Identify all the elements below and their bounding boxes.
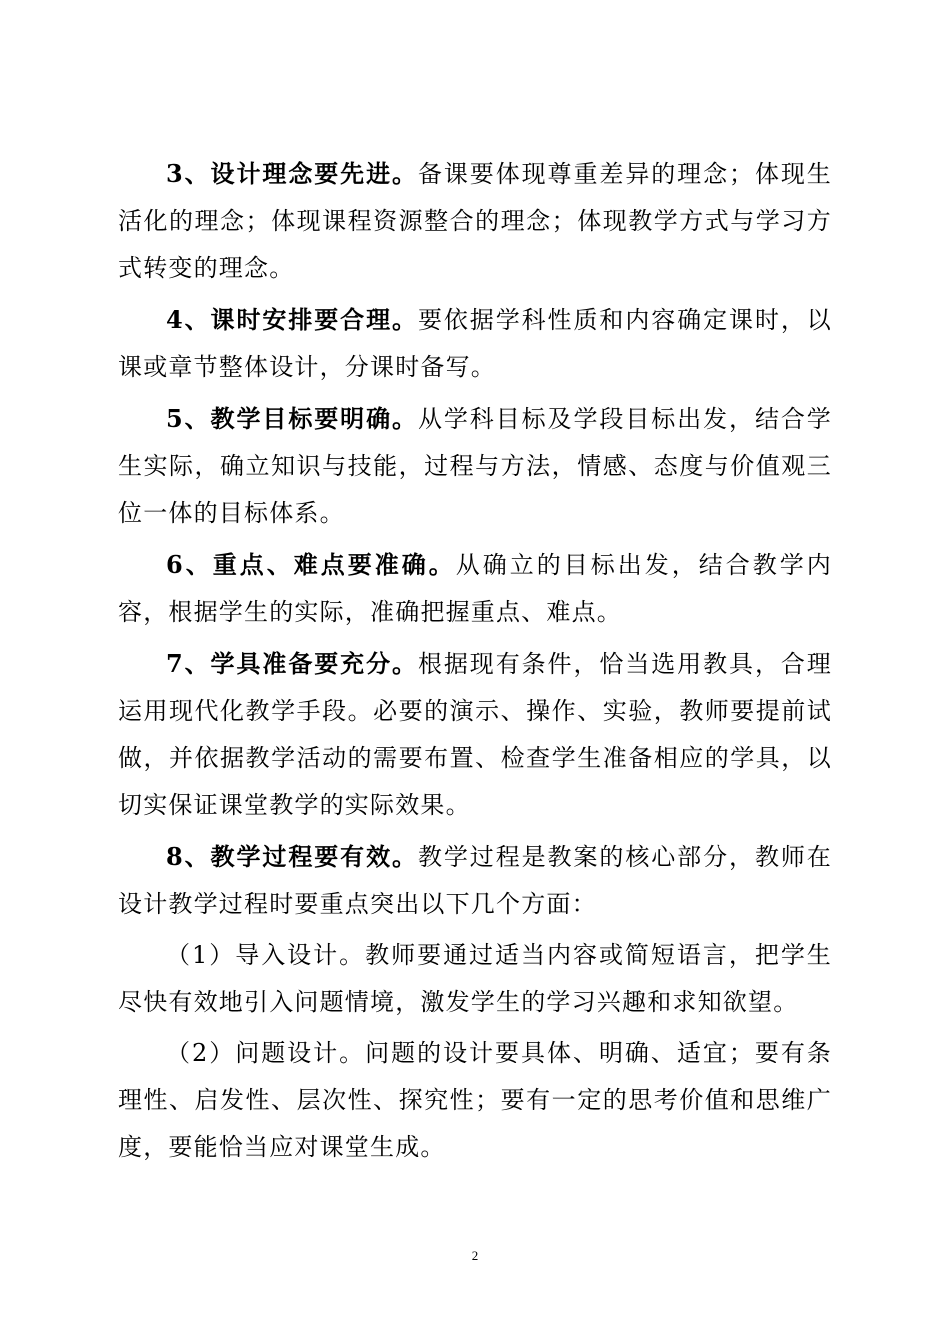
paragraph-text: 从学科目标及学段目标出发，结合学生实际，确立知识与技能，过程与方法，情感、态度与价值观三位一体的目标体系。 <box>118 405 832 527</box>
paragraph-heading: 7、学具准备要充分。 <box>166 649 418 678</box>
paragraph-4-class-hours <box>118 296 832 391</box>
paragraph-text: 根据现有条件，恰当选用教具，合理运用现代化教学手段。必要的演示、操作、实验，教师要提前试做，并依据教学活动的需要布置、检查学生准备相应的学具，以切实保证课堂教学的实际效果。 <box>118 650 832 819</box>
paragraph-5-teaching-goals <box>118 395 832 537</box>
paragraph-text: 备课要体现尊重差异的理念；体现生活化的理念；体现课程资源整合的理念；体现教学方式与学习方式转变的理念。 <box>118 160 832 282</box>
paragraph-text: 要依据学科性质和内容确定课时，以课或章节整体设计，分课时备写。 <box>118 306 832 381</box>
document-body <box>118 150 832 1175</box>
paragraph-text: （1）导入设计。教师要通过适当内容或简短语言，把学生尽快有效地引入问题情境，激发学生的学习兴趣和求知欲望。 <box>118 941 832 1016</box>
page-number: 2 <box>471 1248 479 1263</box>
paragraph-6-key-points <box>118 541 832 636</box>
paragraph-text: 教学过程是教案的核心部分，教师在设计教学过程时要重点突出以下几个方面： <box>118 843 832 918</box>
paragraph-text: 从确立的目标出发，结合教学内容，根据学生的实际，准确把握重点、难点。 <box>118 551 832 626</box>
paragraph-heading: 4、课时安排要合理。 <box>166 305 418 334</box>
paragraph-heading: 8、教学过程要有效。 <box>166 842 418 871</box>
paragraph-7-teaching-aids <box>118 640 832 829</box>
paragraph-8-teaching-process <box>118 833 832 928</box>
paragraph-3-design-concept <box>118 150 832 292</box>
paragraph-heading: 5、教学目标要明确。 <box>166 404 418 433</box>
paragraph-text: （2）问题设计。问题的设计要具体、明确、适宜；要有条理性、启发性、层次性、探究性；要有一定的思考价值和思维广度，要能恰当应对课堂生成。 <box>118 1039 832 1161</box>
paragraph-heading: 6、重点、难点要准确。 <box>166 550 456 579</box>
paragraph-heading: 3、设计理念要先进。 <box>166 159 418 188</box>
paragraph-sub-2-questions <box>118 1030 832 1171</box>
paragraph-sub-1-introduction <box>118 932 832 1026</box>
